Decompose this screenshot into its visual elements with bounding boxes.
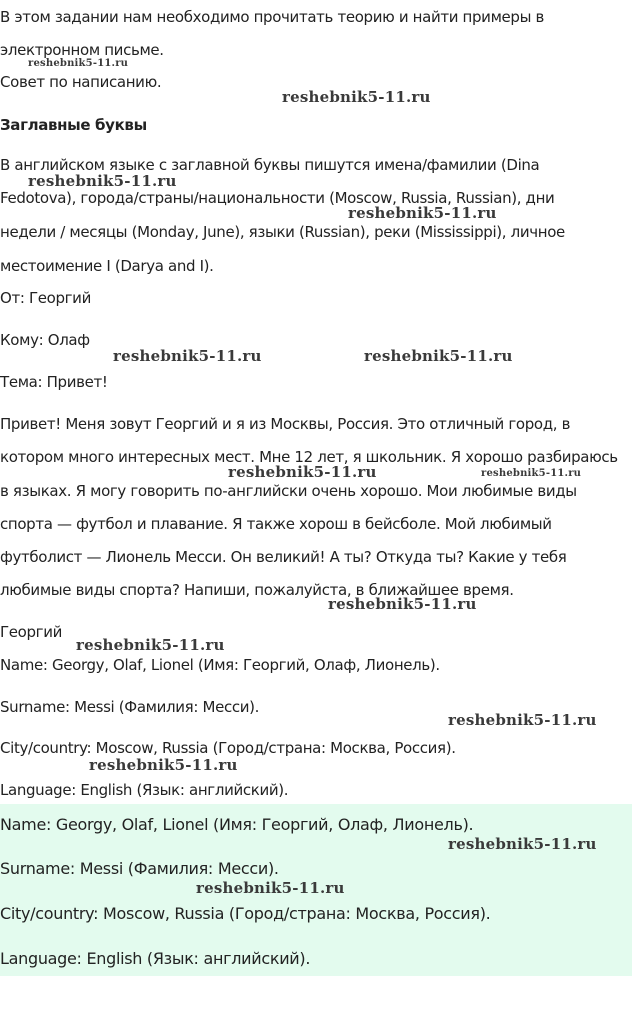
watermark: reshebnik5-11.ru <box>348 204 497 222</box>
email-body-line: в языках. Я могу говорить по-английски очень хорошо. Мои любимые виды <box>0 482 577 500</box>
highlighted-line: City/country: Moscow, Russia (Город/страна: Москва, Россия). <box>0 904 491 923</box>
answer-line: Language: English (Язык: английский). <box>0 781 289 799</box>
intro-line: электронном письме. <box>0 41 164 59</box>
email-body-line: футболист — Лионель Месси. Он великий! А ты? Откуда ты? Какие у тебя <box>0 548 567 566</box>
highlighted-line: Surname: Messi (Фамилия: Месси). <box>0 859 279 878</box>
email-signature: Георгий <box>0 623 63 641</box>
theory-line: местоимение I (Darya and I). <box>0 257 214 275</box>
answer-line: Name: Georgy, Olaf, Lionel (Имя: Георгий, Олаф, Лионель). <box>0 656 440 674</box>
email-body-line: спорта — футбол и плавание. Я также хорош в бейсболе. Мой любимый <box>0 515 552 533</box>
watermark: reshebnik5-11.ru <box>364 347 513 365</box>
watermark: reshebnik5-11.ru <box>113 347 262 365</box>
highlighted-line: Language: English (Язык: английский). <box>0 949 311 968</box>
watermark: reshebnik5-11.ru <box>448 835 597 853</box>
theory-line: В английском языке с заглавной буквы пишутся имена/фамилии (Dina <box>0 156 540 174</box>
watermark: reshebnik5-11.ru <box>28 172 177 190</box>
watermark: reshebnik5-11.ru <box>328 595 477 613</box>
intro-line: В этом задании нам необходимо прочитать теорию и найти примеры в <box>0 8 544 26</box>
watermark: reshebnik5-11.ru <box>481 468 582 479</box>
email-body-line: Привет! Меня зовут Георгий и я из Москвы, Россия. Это отличный город, в <box>0 415 571 433</box>
highlighted-line: Name: Georgy, Olaf, Lionel (Имя: Георгий, Олаф, Лионель). <box>0 815 474 834</box>
email-body-line: котором много интересных мест. Мне 12 лет, я школьник. Я хорошо разбираюсь <box>0 448 618 466</box>
watermark: reshebnik5-11.ru <box>228 463 377 481</box>
theory-line: Fedotova), города/страны/национальности (Moscow, Russia, Russian), дни <box>0 189 555 207</box>
email-body-line: любимые виды спорта? Напиши, пожалуйста, в ближайшее время. <box>0 581 514 599</box>
watermark: reshebnik5-11.ru <box>448 711 597 729</box>
watermark: reshebnik5-11.ru <box>282 88 431 106</box>
answer-line: City/country: Moscow, Russia (Город/страна: Москва, Россия). <box>0 739 456 757</box>
email-subject: Тема: Привет! <box>0 373 108 391</box>
section-heading: Заглавные буквы <box>0 116 147 134</box>
watermark: reshebnik5-11.ru <box>76 636 225 654</box>
email-from: От: Георгий <box>0 289 91 307</box>
watermark: reshebnik5-11.ru <box>196 879 345 897</box>
watermark: reshebnik5-11.ru <box>89 756 238 774</box>
answer-line: Surname: Messi (Фамилия: Месси). <box>0 698 260 716</box>
email-to: Кому: Олаф <box>0 331 90 349</box>
theory-line: недели / месяцы (Monday, June), языки (Russian), реки (Mississippi), личное <box>0 223 565 241</box>
tip-heading: Совет по написанию. <box>0 73 162 91</box>
watermark: reshebnik5-11.ru <box>28 58 129 69</box>
